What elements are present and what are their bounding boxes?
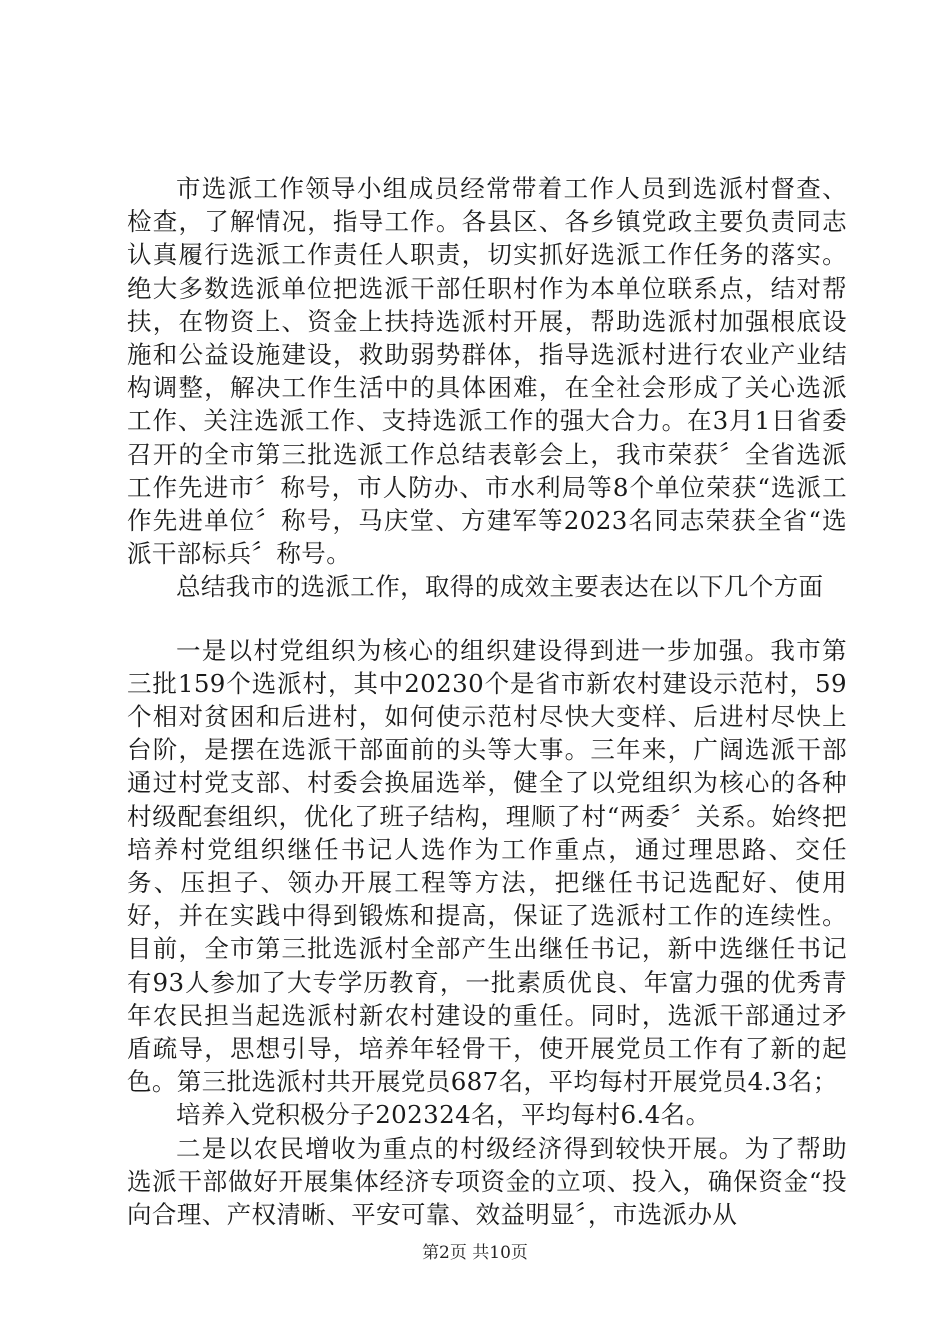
document-body [127,172,847,1231]
page-number-footer: 第2页 共10页 [422,1243,528,1263]
paragraph-organization-building: 一是以村党组织为核心的组织建设得到进一步加强。我市第三批159个选派村，其中20230个是省市新农村建设示范村，59个相对贫困和后进村，如何使示范村尽快大变样、后进村尽快上台阶，是摆在选派干部面前的头等大事。三年来，广阔选派干部通过村党支部、村委会换届选举，健全了以党组织为核心的各种村级配套组织，优化了班子结构，理顺了村“两委〞关系。始终把培养村党组织继任书记人选作为工作重点，通过理思路、交任务、压担子、领办开展工程等方法，把继任书记选配好、使用好，并在实践中得到锻炼和提高，保证了选派村工作的连续性。目前，全市第三批选派村全部产生出继任书记，新中选继任书记有93人参加了大专学历教育，一批素质优良、年富力强的优秀青年农民担当起选派村新农村建设的重任。同时，选派干部通过矛盾疏导，思想引导，培养年轻骨干，使开展党员工作有了新的起色。第三批选派村共开展党员687名，平均每村开展党员4.3名； [127,635,847,1097]
paragraph-activists: 培养入党积极分子202324名，平均每村6.4名。 [176,1100,711,1130]
paragraph-support-work: 市选派工作领导小组成员经常带着工作人员到选派村督查、检查，了解情况，指导工作。各县区、各乡镇党政主要负责同志认真履行选派工作责任人职责，切实抓好选派工作任务的落实。绝大多数选派单位把选派干部任职村作为本单位联系点，结对帮扶，在物资上、资金上扶持选派村开展，帮助选派村加强根底设施和公益设施建设，救助弱势群体，指导选派村进行农业产业结构调整，解决工作生活中的具体困难，在全社会形成了关心选派工作、关注选派工作、支持选派工作的强大合力。在3月1日省委召开的全市第三批选派工作总结表彰会上，我市荣获〞全省选派工作先进市〞称号，市人防办、市水利局等8个单位荣获“选派工作先进单位〞称号，马庆堂、方建军等2023名同志荣获全省“选派干部标兵〞称号。 [127,174,847,569]
paragraph-summary-intro: 总结我市的选派工作，取得的成效主要表达在以下几个方面 [176,572,824,602]
paragraph-village-economy: 二是以农民增收为重点的村级经济得到较快开展。为了帮助选派干部做好开展集体经济专项资金的立项、投入，确保资金“投向合理、产权清晰、平安可靠、效益明显〞，市选派办从 [127,1133,847,1230]
paragraph-spacer [127,604,847,634]
